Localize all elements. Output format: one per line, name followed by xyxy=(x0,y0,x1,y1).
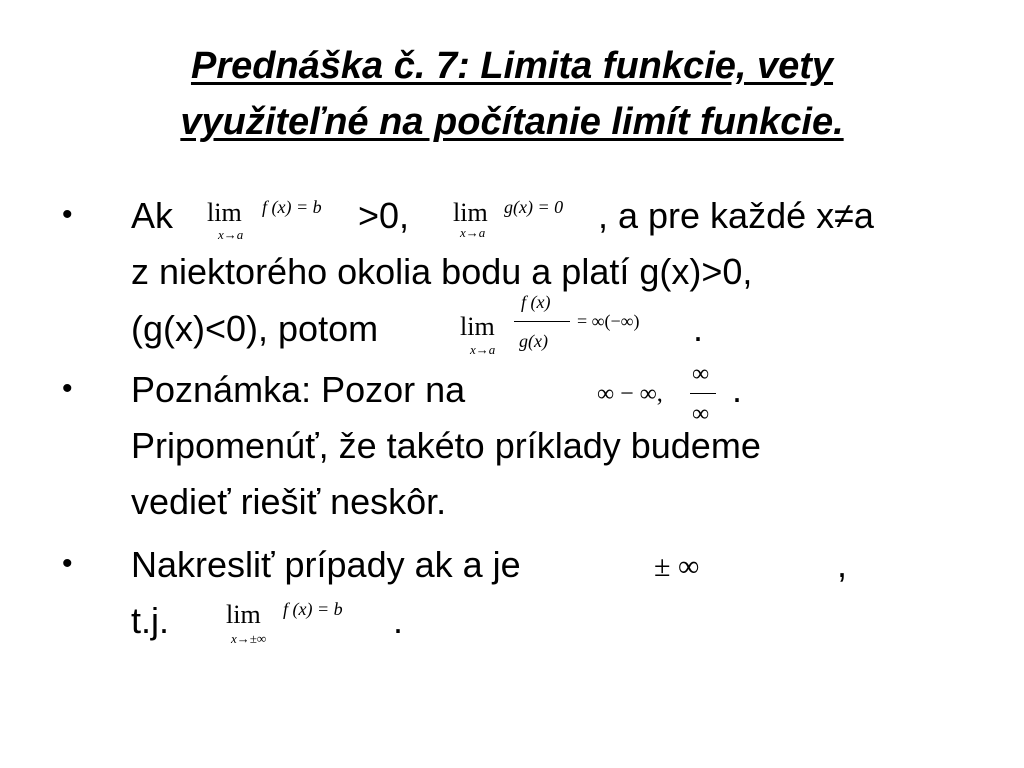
limit-result: = ∞(−∞) xyxy=(577,311,640,331)
bullet-1-marker: • xyxy=(62,198,73,231)
bullet-2-period: . xyxy=(732,369,743,410)
fraction-bar xyxy=(690,393,716,394)
bullet-3-lead: Nakresliť prípady ak a je xyxy=(131,544,521,585)
lim-subscript: x→a xyxy=(470,342,496,357)
lim-expression: f (x) = b xyxy=(283,599,343,619)
bullet-2-marker: • xyxy=(62,372,73,405)
greater-than-zero: >0, xyxy=(358,195,410,236)
fraction-bar xyxy=(514,321,570,322)
bullet-1-line-3: (g(x)<0), potom xyxy=(131,308,379,349)
lim-operator: lim xyxy=(226,600,261,629)
lim-subscript: x→a xyxy=(218,227,244,242)
bullet-2-line-2: Pripomenúť, že takéto príklady budeme xyxy=(131,425,761,466)
fraction-numerator: f (x) xyxy=(521,292,551,312)
bullet-3-line-2-lead: t.j. xyxy=(131,600,170,641)
lim-expression: g(x) = 0 xyxy=(504,197,564,217)
lim-expression: f (x) = b xyxy=(262,197,322,217)
plus-minus-infinity: ± ∞ xyxy=(654,550,700,583)
bullet-3-period: . xyxy=(393,600,404,641)
bullet-2-line-3: vedieť riešiť neskôr. xyxy=(131,481,447,522)
bullet-1-period: . xyxy=(693,308,704,349)
bullet-1-tail: , a pre každé x≠a xyxy=(598,195,874,236)
lim-subscript: x→a xyxy=(460,225,486,240)
lim-operator: lim xyxy=(453,198,488,227)
lim-operator: lim xyxy=(207,198,242,227)
lim-subscript: x→±∞ xyxy=(231,631,267,646)
slide-title-line-2: využiteľné na počítanie limít funkcie. xyxy=(180,101,844,143)
inf-fraction-denominator: ∞ xyxy=(692,401,710,427)
lim-operator: lim xyxy=(460,312,495,341)
inf-fraction-numerator: ∞ xyxy=(692,361,710,387)
slide-title-line-1: Prednáška č. 7: Limita funkcie, vety xyxy=(190,45,834,87)
bullet-3-comma: , xyxy=(837,544,848,585)
fraction-denominator: g(x) xyxy=(519,331,548,351)
bullet-2-lead: Poznámka: Pozor na xyxy=(131,369,466,410)
bullet-1-line-2: z niektorého okolia bodu a platí g(x)>0, xyxy=(131,251,753,292)
bullet-3-marker: • xyxy=(62,547,73,580)
inf-minus-inf: ∞ − ∞, xyxy=(597,381,663,407)
bullet-1-lead: Ak xyxy=(131,195,174,236)
